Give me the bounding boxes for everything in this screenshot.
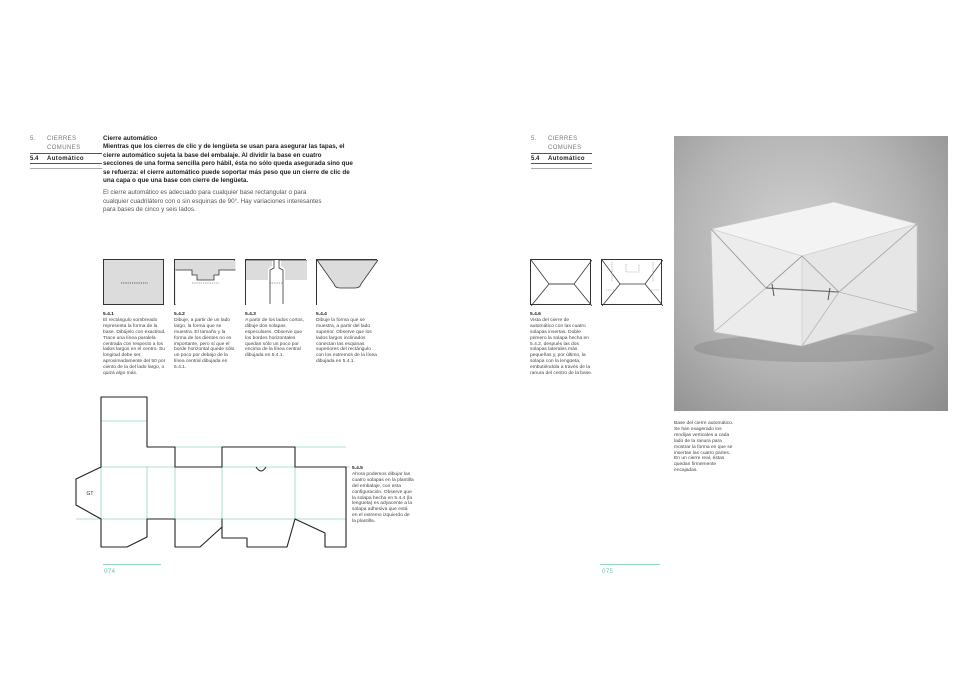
step-text: A partir de los lados cortos, dibuje dos solapas especulares. Observe que los bordes horizontales quedan sólo un poco por encima de la línea central dibujada en 5.4.1. bbox=[245, 317, 304, 359]
nav-current-label: Automático bbox=[548, 155, 585, 162]
step-5-4-6-drawing-b bbox=[602, 260, 663, 306]
step-5-4-1-drawing bbox=[104, 260, 165, 306]
white-box-illustration bbox=[674, 136, 948, 411]
step-caption-5-4-2 bbox=[174, 312, 238, 371]
section-nav bbox=[30, 134, 102, 169]
nav-current-subsection[interactable] bbox=[30, 153, 102, 164]
step-number: 5.4.2 bbox=[174, 312, 185, 317]
step-caption-5-4-6 bbox=[530, 312, 594, 377]
nav-divider bbox=[30, 168, 102, 169]
step-text: Dibuje la forma que se muestra, a partir del lado superior. Observe que los lados largos inclinados conectan las esquinas superiores del rectángulo con los extremos de la línea dibujada en 5.4.1. bbox=[316, 317, 377, 365]
section-heading: Cierre automático bbox=[103, 135, 158, 142]
intro-bold-paragraph: Mientras que los cierres de clic y de lengüeta se usan para asegurar las tapas, el cierre automático sujeta la base del embalaje. Al dividir la base en cuatro secciones de una forma sencilla pero hábil, ésta no sólo queda asegurada sino que se refuerza: el cierre automático puede soportar más peso que un cierre de clic de una capa o que una base con cierre de lengüeta. bbox=[103, 143, 353, 185]
step-caption-5-4-5 bbox=[352, 466, 414, 525]
nav-section-label-2: COMUNES bbox=[47, 144, 81, 151]
step-caption-5-4-4 bbox=[316, 312, 380, 365]
nav-section-label-cont bbox=[531, 143, 592, 152]
nav-section-label: CIERRES bbox=[548, 135, 578, 142]
nav-divider bbox=[531, 168, 592, 169]
nav-current-subsection[interactable] bbox=[531, 153, 592, 164]
box-template-diagram bbox=[72, 393, 350, 563]
step-number: 5.4.5 bbox=[352, 466, 363, 471]
template-drawing bbox=[72, 393, 350, 558]
nav-current-number: 5.4 bbox=[531, 155, 540, 162]
nav-section-label-cont bbox=[30, 143, 102, 152]
right-page bbox=[490, 0, 980, 700]
step-5-4-4-drawing bbox=[317, 260, 378, 306]
nav-section-5[interactable] bbox=[531, 134, 592, 143]
nav-section-number: 5. bbox=[531, 135, 537, 142]
nav-section-number: 5. bbox=[30, 135, 36, 142]
folio-rule bbox=[600, 564, 660, 565]
template-glue-flap-label: GT bbox=[86, 491, 94, 497]
nav-current-number: 5.4 bbox=[30, 155, 39, 162]
folio-rule bbox=[103, 564, 161, 565]
nav-section-label-2: COMUNES bbox=[548, 144, 582, 151]
section-nav bbox=[531, 134, 592, 169]
step-text: El rectángulo sombreado representa la forma de la base. Dibújelo con exactitud. Trace una línea paralela centrada con respecto a los lados largos en el centro. Su longitud debe ser, aproximadamente del 50 por ciento de la del lado largo, o quizá algo más. bbox=[103, 317, 166, 377]
step-number: 5.4.4 bbox=[316, 312, 327, 317]
intro-paragraph: El cierre automático es adecuado para cualquier base rectangular o para cualquier cuadrilátero con o sin esquinas de 90°. Hay variaciones interesantes para bases de cinco y seis lados. bbox=[103, 189, 322, 214]
step-figure-5-4-6-a bbox=[530, 259, 591, 305]
nav-section-label: CIERRES bbox=[47, 135, 77, 142]
step-figure-5-4-6-b bbox=[601, 259, 662, 305]
step-number: 5.4.6 bbox=[530, 312, 541, 317]
photo-caption bbox=[674, 421, 736, 474]
step-text: Vista del cierre de automático con las cuatro solapas insertas. Doble primero la solapa hecha en 5.4.2, después las dos solapas laterales más pequeñas y, por último, la solapa con la lengüeta, embutiéndola a través de la ranura del centro de la base. bbox=[530, 317, 593, 377]
step-text: Ahora podemos dibujar las cuatro solapas en la plantilla del embalaje, con esta configuración. Observe que la solapa hecha en 5.4.4 (la lengüeta) es adyacente a la solapa adhesiva que está en el extremo izquierdo de la plantilla. bbox=[352, 471, 414, 525]
step-figure-5-4-1 bbox=[103, 259, 164, 305]
step-5-4-6-drawing-a bbox=[531, 260, 592, 306]
box-photo bbox=[674, 136, 948, 411]
step-figure-5-4-2 bbox=[174, 259, 235, 305]
step-number: 5.4.1 bbox=[103, 312, 114, 317]
step-number: 5.4.3 bbox=[245, 312, 256, 317]
step-figure-5-4-4 bbox=[316, 259, 377, 305]
photo-caption-text: Base del cierre automático. Se han exagerado los rendijas verticales a cada lado de la ranura para mostrar la forma en que se insertan las cuatro partes. En un cierre real, éstas quedan firmemente encajadas. bbox=[674, 421, 734, 474]
step-5-4-3-drawing bbox=[246, 260, 307, 306]
page-number: 074 bbox=[104, 568, 116, 575]
step-caption-5-4-3 bbox=[245, 312, 309, 359]
page-number: 075 bbox=[602, 568, 614, 575]
step-5-4-2-drawing bbox=[175, 260, 236, 306]
nav-section-5[interactable] bbox=[30, 134, 102, 143]
step-text: Dibuje, a partir de un lado largo, la forma que se muestra. El tamaño y la forma de los dientes no es importante, pero sí que el borde horizontal quede sólo un poco por debajo de la línea central dibujada en 5.4.1. bbox=[174, 317, 235, 371]
step-caption-5-4-1 bbox=[103, 312, 167, 377]
step-figure-5-4-3 bbox=[245, 259, 306, 305]
nav-current-label: Automático bbox=[47, 155, 84, 162]
